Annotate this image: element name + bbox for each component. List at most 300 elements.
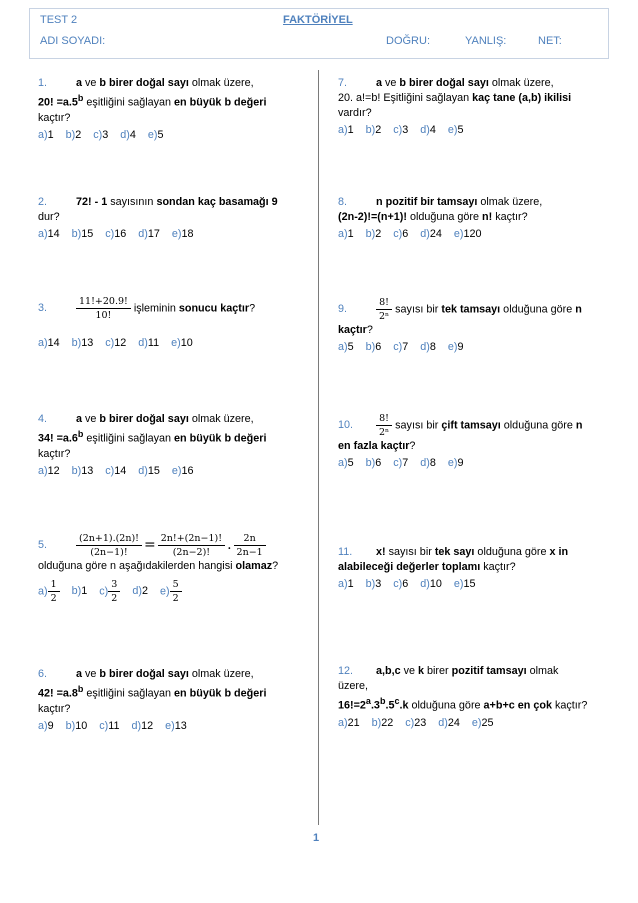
- option-value: 7: [402, 341, 409, 353]
- denominator: 2ⁿ: [379, 427, 390, 438]
- option-value: 1: [81, 585, 88, 598]
- option-b[interactable]: [366, 577, 382, 592]
- options: [38, 719, 308, 734]
- question-number: 1.: [38, 77, 48, 89]
- multiply-dot: .: [227, 537, 232, 553]
- option-e[interactable]: [448, 340, 464, 355]
- bold-text: kaçtır: [338, 324, 367, 336]
- option-letter: e): [447, 457, 458, 469]
- option-letter: c): [393, 457, 403, 469]
- text: ?: [409, 440, 416, 452]
- text: eşitliğini sağlayan: [83, 432, 175, 445]
- option-letter: b): [365, 341, 376, 353]
- numerator: 1: [48, 578, 60, 592]
- option-letter: a): [38, 228, 48, 240]
- option-b[interactable]: [66, 128, 82, 143]
- bold-text: b birer doğal sayı: [99, 668, 189, 680]
- text: olduğuna göre: [474, 546, 550, 558]
- option-value: 18: [181, 228, 194, 240]
- question-3: [38, 295, 308, 351]
- option-letter: e): [447, 124, 458, 136]
- text: kaçtır?: [551, 699, 588, 712]
- equation: 34! =a.6: [38, 432, 78, 445]
- option-letter: d): [420, 228, 430, 240]
- bold-text: en fazla kaçtır: [338, 440, 410, 452]
- options: [338, 577, 608, 592]
- text: sayısı bir: [385, 546, 435, 558]
- option-value: 12: [47, 464, 60, 477]
- option-value: 14: [47, 228, 60, 240]
- option-letter: d): [438, 716, 448, 729]
- option-b[interactable]: [366, 340, 382, 355]
- bold-text: çift tamsayı: [441, 419, 501, 432]
- bold-text: sondan kaç basamağı 9: [156, 196, 278, 208]
- question-1: [38, 76, 308, 143]
- denominator: 10!: [95, 310, 112, 321]
- option-value: 13: [81, 337, 94, 349]
- option-b[interactable]: [72, 584, 88, 599]
- option-c[interactable]: [105, 336, 126, 351]
- option-value: 2: [75, 128, 82, 141]
- equals-sign: =: [144, 537, 156, 553]
- option-b[interactable]: [72, 464, 94, 479]
- option-e[interactable]: [165, 719, 187, 734]
- option-d[interactable]: [138, 336, 159, 351]
- option-value: 3: [102, 128, 109, 141]
- text: kaçtır?: [38, 111, 71, 124]
- text: ?: [249, 302, 256, 315]
- text: vardır?: [338, 107, 372, 119]
- option-letter: a): [38, 719, 48, 732]
- option-e[interactable]: [454, 577, 476, 592]
- question-number: 10.: [338, 419, 354, 432]
- text: ve: [382, 77, 400, 89]
- option-e[interactable]: [448, 123, 464, 138]
- option-b[interactable]: [366, 456, 382, 471]
- fraction-3: [234, 532, 266, 559]
- option-letter: e): [471, 716, 482, 729]
- option-c[interactable]: [99, 578, 120, 605]
- option-letter: b): [365, 578, 376, 590]
- option-e[interactable]: [448, 456, 464, 471]
- net-label: NET:: [538, 35, 562, 47]
- text: olmak üzere,: [477, 196, 543, 208]
- numerator: 8!: [376, 412, 392, 426]
- text: ve: [82, 413, 100, 425]
- text: sayısının: [107, 196, 157, 208]
- option-letter: c): [405, 716, 415, 729]
- fraction-1: [76, 532, 142, 559]
- correct-label: DOĞRU:: [386, 35, 430, 47]
- option-a[interactable]: [38, 464, 60, 479]
- text: olduğuna göre: [408, 699, 484, 712]
- question-number: 5.: [38, 539, 48, 552]
- options: [38, 128, 308, 143]
- option-value: 8: [429, 341, 436, 353]
- option-letter: e): [453, 228, 464, 240]
- question-4: [38, 412, 308, 479]
- option-letter: b): [371, 716, 382, 729]
- denominator: 2: [111, 593, 118, 604]
- option-e[interactable]: [160, 578, 182, 605]
- option-d[interactable]: [420, 340, 436, 355]
- bold-text: b birer doğal sayı: [99, 413, 189, 425]
- option-a[interactable]: [338, 577, 354, 592]
- option-a[interactable]: [38, 336, 60, 351]
- text: olmak üzere,: [188, 668, 254, 680]
- equation: .3: [370, 699, 380, 712]
- equation: 16!=2: [338, 699, 366, 712]
- page-number: 1: [313, 832, 320, 844]
- option-value: 5: [347, 341, 354, 353]
- numerator: 8!: [376, 296, 392, 310]
- option-value: 12: [114, 337, 127, 349]
- text: ve: [400, 665, 419, 677]
- text: eşitliğini sağlayan: [83, 96, 175, 109]
- option-letter: b): [71, 337, 82, 349]
- text: işleminin: [130, 302, 179, 315]
- option-value: 1: [347, 578, 354, 590]
- exponent: b: [77, 93, 84, 103]
- option-a[interactable]: [338, 456, 354, 471]
- bold-text: n!: [482, 211, 493, 223]
- var-a: a: [376, 77, 383, 89]
- exponent: b: [379, 696, 386, 706]
- text: ve: [82, 77, 100, 89]
- question-11: [338, 545, 608, 592]
- bold-text: pozitif tamsayı: [451, 665, 527, 677]
- option-d[interactable]: [132, 584, 148, 599]
- option-value: 6: [375, 457, 382, 469]
- equation: .5: [385, 699, 395, 712]
- option-value: 17: [147, 228, 160, 240]
- text: kaçtır?: [492, 211, 528, 223]
- option-b[interactable]: [72, 227, 94, 242]
- option-letter: b): [365, 228, 376, 240]
- fraction: [76, 295, 131, 322]
- option-letter: c): [99, 719, 109, 732]
- option-value: 16: [114, 228, 127, 240]
- option-value: 23: [414, 716, 427, 729]
- fraction: [376, 296, 392, 323]
- bold-text: en büyük b değeri: [174, 96, 267, 109]
- option-letter: a): [38, 128, 48, 141]
- text: kaçtır?: [38, 447, 71, 460]
- option-fraction: [48, 578, 60, 605]
- text: kaçtır?: [38, 702, 71, 715]
- option-value: 12: [141, 719, 154, 732]
- option-letter: b): [71, 585, 82, 598]
- wrong-label: YANLIŞ:: [465, 35, 507, 47]
- option-value: 1: [47, 128, 54, 141]
- option-letter: b): [71, 228, 82, 240]
- options: [38, 227, 308, 242]
- option-c[interactable]: [393, 227, 408, 242]
- denominator: (2n−2)!: [172, 547, 211, 558]
- options: [338, 340, 608, 355]
- question-12: [338, 664, 613, 731]
- option-value: 3: [402, 124, 409, 136]
- bold-text: tek sayı: [434, 546, 475, 558]
- question-6: [38, 667, 308, 734]
- option-c[interactable]: [393, 123, 408, 138]
- option-value: 3: [375, 578, 382, 590]
- option-a[interactable]: [38, 128, 54, 143]
- option-value: 5: [157, 128, 164, 141]
- option-b[interactable]: [66, 719, 88, 734]
- option-letter: c): [393, 124, 403, 136]
- option-value: 15: [81, 228, 94, 240]
- option-letter: c): [105, 337, 115, 349]
- option-value: 2: [375, 124, 382, 136]
- bold-text: en büyük b değeri: [174, 432, 267, 445]
- text: olmak üzere,: [188, 77, 254, 89]
- question-2: [38, 195, 308, 242]
- option-c[interactable]: [99, 719, 119, 734]
- equation: 42! =a.8: [38, 687, 78, 700]
- bold-text: 72! - 1: [76, 196, 108, 208]
- bold-text: n: [575, 419, 583, 432]
- option-value: 1: [347, 228, 354, 240]
- option-value: 16: [181, 464, 194, 477]
- option-letter: e): [171, 228, 182, 240]
- option-value: 2: [141, 585, 148, 598]
- bold-text: olamaz: [235, 560, 273, 572]
- exponent: b: [77, 429, 84, 439]
- option-letter: e): [447, 341, 458, 353]
- option-letter: e): [147, 128, 158, 141]
- fraction-2: [158, 532, 225, 559]
- option-letter: c): [393, 578, 403, 590]
- denominator: 2: [50, 593, 57, 604]
- option-letter: a): [38, 464, 48, 477]
- option-letter: d): [420, 457, 430, 469]
- question-number: 8.: [338, 196, 348, 208]
- option-letter: d): [138, 337, 148, 349]
- text: 20. a!=b! Eşitliğini sağlayan: [338, 92, 473, 104]
- option-value: 11: [147, 337, 160, 349]
- option-letter: d): [420, 124, 430, 136]
- bold-text: n pozitif bir tamsayı: [376, 196, 478, 208]
- option-letter: d): [131, 719, 142, 732]
- bold-text: kaç tane (a,b) ikilisi: [472, 92, 572, 104]
- option-value: 11: [108, 719, 120, 732]
- option-value: 8: [429, 457, 436, 469]
- option-letter: b): [65, 128, 76, 141]
- option-letter: e): [453, 578, 464, 590]
- option-letter: c): [393, 228, 403, 240]
- bold-text: tek tamsayı: [441, 303, 501, 316]
- option-d[interactable]: [420, 227, 442, 242]
- text: olduğuna göre: [500, 303, 576, 316]
- name-label: ADI SOYADI:: [40, 35, 106, 47]
- text: olduğuna göre n aşağıdakilerden hangisi: [38, 560, 236, 572]
- option-c[interactable]: [405, 716, 426, 731]
- text: sayısı bir: [392, 419, 442, 432]
- option-e[interactable]: [171, 336, 193, 351]
- option-value: 13: [174, 719, 187, 732]
- option-c[interactable]: [393, 577, 408, 592]
- option-letter: c): [105, 228, 115, 240]
- question-number: 12.: [338, 665, 354, 677]
- var-a: a: [76, 668, 83, 680]
- numerator: 2n: [234, 532, 266, 546]
- denominator: 2ⁿ: [379, 311, 390, 322]
- text: üzere,: [338, 680, 369, 692]
- option-c[interactable]: [93, 128, 108, 143]
- option-value: 6: [402, 228, 409, 240]
- option-e[interactable]: [454, 227, 482, 242]
- question-9: [338, 296, 608, 355]
- option-letter: b): [365, 124, 376, 136]
- option-d[interactable]: [420, 577, 442, 592]
- option-value: 25: [481, 716, 494, 729]
- options: [38, 578, 313, 605]
- options: [38, 464, 308, 479]
- option-letter: e): [165, 719, 175, 732]
- equation: (2n-2)!=(n+1)!: [338, 211, 407, 223]
- option-letter: a): [338, 716, 348, 729]
- option-b[interactable]: [372, 716, 394, 731]
- option-letter: e): [171, 337, 181, 349]
- option-a[interactable]: [338, 340, 354, 355]
- option-a[interactable]: [38, 719, 54, 734]
- option-letter: a): [338, 341, 348, 353]
- option-d[interactable]: [438, 716, 460, 731]
- option-letter: c): [105, 464, 115, 477]
- option-c[interactable]: [105, 464, 126, 479]
- option-value: 6: [402, 578, 409, 590]
- option-fraction: [170, 578, 182, 605]
- options: [338, 456, 608, 471]
- text: dur?: [38, 211, 60, 223]
- option-value: 10: [429, 578, 442, 590]
- test-title: TEST 2: [40, 14, 78, 26]
- bold-text: n: [575, 303, 582, 316]
- text: olmak üzere,: [488, 77, 554, 89]
- option-a[interactable]: [338, 123, 354, 138]
- option-value: 15: [147, 464, 160, 477]
- option-value: 24: [429, 228, 442, 240]
- text: ?: [272, 560, 279, 572]
- option-value: 5: [457, 124, 464, 136]
- option-c[interactable]: [105, 227, 126, 242]
- option-e[interactable]: [172, 464, 194, 479]
- option-letter: d): [138, 464, 148, 477]
- denominator: 2n−1: [236, 547, 263, 558]
- bold-text: x in: [549, 546, 569, 558]
- exponent: b: [77, 684, 84, 694]
- question-number: 2.: [38, 196, 48, 208]
- denominator: 2: [172, 593, 179, 604]
- option-value: 21: [347, 716, 360, 729]
- option-letter: d): [420, 578, 430, 590]
- text: sayısı bir: [392, 303, 442, 316]
- option-value: 120: [463, 228, 482, 240]
- option-letter: c): [393, 341, 403, 353]
- topic-title: FAKTÖRİYEL: [283, 14, 353, 26]
- option-letter: e): [159, 585, 170, 598]
- option-d[interactable]: [120, 128, 136, 143]
- question-number: 7.: [338, 77, 348, 89]
- option-letter: b): [65, 719, 76, 732]
- bold-text: a+b+c en çok: [483, 699, 552, 712]
- numerator: 11!+20.9!: [76, 295, 131, 309]
- numerator: 3: [108, 578, 120, 592]
- option-e[interactable]: [472, 716, 494, 731]
- option-b[interactable]: [366, 227, 382, 242]
- option-e[interactable]: [172, 227, 194, 242]
- option-d[interactable]: [131, 719, 153, 734]
- question-number: 11.: [338, 546, 353, 558]
- text: olduğuna göre: [500, 419, 576, 432]
- option-value: 1: [347, 124, 354, 136]
- text: ?: [366, 324, 373, 336]
- option-c[interactable]: [393, 340, 408, 355]
- option-d[interactable]: [138, 227, 160, 242]
- numerator: (2n+1).(2n)!: [76, 532, 142, 546]
- text: birer: [424, 665, 452, 677]
- option-letter: a): [38, 585, 48, 598]
- option-letter: a): [38, 337, 48, 349]
- option-d[interactable]: [420, 123, 436, 138]
- option-value: 24: [447, 716, 460, 729]
- numerator: 5: [170, 578, 182, 592]
- question-number: 9.: [338, 303, 348, 316]
- equation: 20! =a.5: [38, 96, 78, 109]
- option-value: 14: [114, 464, 127, 477]
- option-b[interactable]: [366, 123, 382, 138]
- equation: .k: [399, 699, 409, 712]
- option-a[interactable]: [38, 227, 60, 242]
- column-divider: [318, 70, 319, 825]
- option-b[interactable]: [72, 336, 94, 351]
- option-letter: a): [338, 228, 348, 240]
- option-letter: d): [132, 585, 142, 598]
- bold-text: sonucu kaçtır: [178, 302, 250, 315]
- option-a[interactable]: [338, 227, 354, 242]
- bold-text: en büyük b değeri: [174, 687, 267, 700]
- option-a[interactable]: [338, 716, 360, 731]
- option-a[interactable]: [38, 578, 60, 605]
- option-d[interactable]: [420, 456, 436, 471]
- option-fraction: [108, 578, 120, 605]
- option-value: 5: [347, 457, 354, 469]
- option-letter: d): [120, 128, 130, 141]
- text: eşitliğini sağlayan: [83, 687, 175, 700]
- option-value: 4: [129, 128, 136, 141]
- bold-text: x!: [376, 546, 386, 558]
- text: ve: [82, 668, 100, 680]
- exponent: c: [394, 696, 400, 706]
- option-value: 22: [381, 716, 394, 729]
- option-letter: e): [171, 464, 182, 477]
- option-value: 9: [47, 719, 54, 732]
- option-value: 6: [375, 341, 382, 353]
- bold-text: a,b,c: [376, 665, 401, 677]
- options: [38, 336, 308, 351]
- text: olmak: [526, 665, 559, 677]
- option-letter: c): [93, 128, 103, 141]
- option-e[interactable]: [148, 128, 164, 143]
- option-d[interactable]: [138, 464, 160, 479]
- text: olduğuna göre: [406, 211, 483, 223]
- question-7: [338, 76, 608, 138]
- option-letter: b): [365, 457, 376, 469]
- option-value: 15: [463, 578, 476, 590]
- option-c[interactable]: [393, 456, 408, 471]
- option-value: 2: [375, 228, 382, 240]
